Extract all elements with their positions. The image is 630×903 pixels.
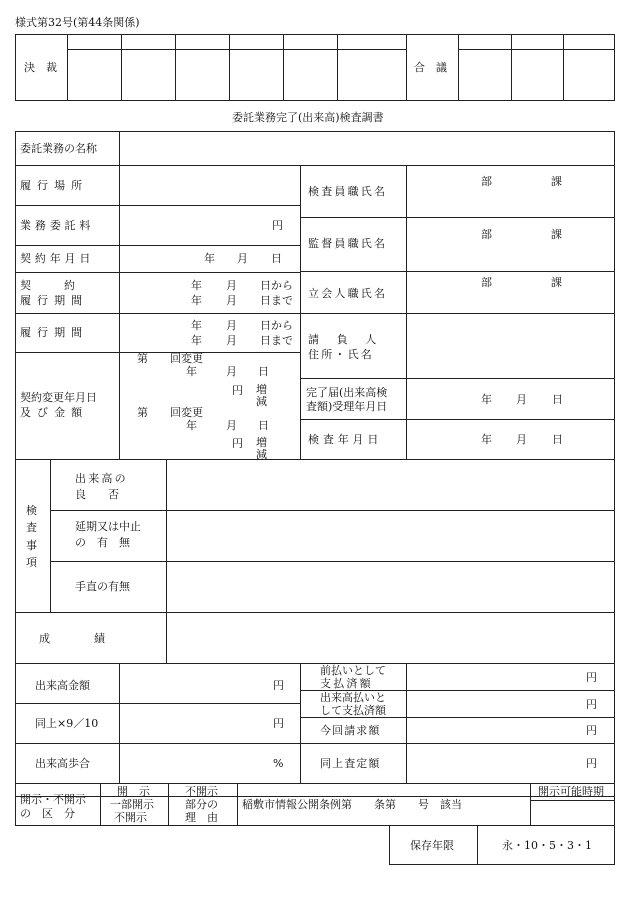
repair-label: 手直の有無 xyxy=(75,580,130,593)
col-line xyxy=(119,663,120,783)
approval-divider xyxy=(229,34,230,101)
change-round-2: 第 回変更 xyxy=(137,406,203,419)
month-unit: 月 xyxy=(226,365,237,378)
partial-disclose-option: 一部開示 xyxy=(110,798,154,811)
month-unit: 月 xyxy=(237,252,248,265)
disclosure-divider xyxy=(100,783,101,797)
yen-unit: 円 xyxy=(586,698,597,711)
disclosure-divider xyxy=(100,796,101,826)
day-unit: 日 xyxy=(271,252,282,265)
col-line xyxy=(406,165,407,459)
approval-divider xyxy=(563,34,564,101)
approval-divider xyxy=(175,34,176,101)
month-unit: 月 xyxy=(516,433,527,446)
col-line xyxy=(119,131,120,459)
row-line xyxy=(300,217,615,218)
completion-label-2: 査額)受理年月日 xyxy=(306,400,388,413)
row-line xyxy=(15,459,615,460)
output-quality-label-1: 出来高の xyxy=(75,472,128,485)
row-line xyxy=(15,743,615,744)
row-line xyxy=(300,717,615,718)
dept-unit: 部 xyxy=(481,175,492,188)
year-unit: 年 xyxy=(481,393,492,406)
result-label: 成 績 xyxy=(39,632,105,645)
retention-value: 永・10・5・3・1 xyxy=(502,839,592,852)
row-line xyxy=(15,272,300,273)
contract-period-label-2: 履行期間 xyxy=(20,294,89,307)
inspection-group-char: 事 xyxy=(26,539,37,552)
disclosure-divider xyxy=(237,783,238,797)
decrease-label: 減 xyxy=(256,395,267,408)
yen-unit: 円 xyxy=(232,437,243,450)
output-amount-label: 出来高金額 xyxy=(35,679,90,692)
month-unit: 月 xyxy=(226,419,237,432)
day-unit: 日 xyxy=(552,393,563,406)
non-disclose-option: 不開示 xyxy=(114,811,147,824)
change-label-2: 及び金額 xyxy=(20,406,89,419)
approval-divider xyxy=(511,34,512,101)
approval-divider xyxy=(121,34,122,101)
current-claim-label: 今回請求額 xyxy=(320,724,381,737)
row-line xyxy=(300,378,615,379)
contractor-label-1: 請 負 人 xyxy=(308,333,380,346)
row-line xyxy=(50,510,615,511)
col-line xyxy=(166,459,167,663)
col-line xyxy=(300,663,301,783)
approval-title-line xyxy=(67,49,406,50)
year-unit: 年 xyxy=(191,334,202,347)
document-title: 委託業務完了(出来高)検査調書 xyxy=(232,111,384,124)
retention-divider xyxy=(477,826,478,865)
year-unit: 年 xyxy=(191,279,202,292)
delay-label-2: の 有 無 xyxy=(75,536,130,549)
change-label-1: 契約変更年月日 xyxy=(20,391,97,404)
section-unit: 課 xyxy=(551,276,562,289)
yen-unit: 円 xyxy=(273,717,284,730)
row-line xyxy=(15,313,615,314)
main-table xyxy=(15,131,615,797)
row-line xyxy=(15,612,615,613)
reason-label-3: 理 由 xyxy=(185,811,218,824)
delay-label-1: 延期又は中止 xyxy=(75,520,141,533)
day-unit: 日 xyxy=(258,419,269,432)
row-line xyxy=(15,245,300,246)
disclose-option: 開 示 xyxy=(117,785,150,798)
completion-label-1: 完了届(出来高検 xyxy=(306,386,388,399)
col-line xyxy=(406,663,407,783)
period-line xyxy=(530,800,615,801)
prepaid-label-2: 支払済額 xyxy=(320,677,373,690)
decision-label: 決 裁 xyxy=(24,61,57,74)
reason-label-2: 部分の xyxy=(185,798,218,811)
yen-unit: 円 xyxy=(232,384,243,397)
contractor-label-2: 住所・氏名 xyxy=(308,348,374,361)
decrease-label: 減 xyxy=(256,448,267,461)
year-unit: 年 xyxy=(186,365,197,378)
prepaid-label-1: 前払いとして xyxy=(320,664,386,677)
category-label-2: の 区 分 xyxy=(20,807,75,820)
assessed-label: 同上査定額 xyxy=(320,757,381,770)
form-number: 様式第32号(第44条関係) xyxy=(15,16,140,29)
yen-unit: 円 xyxy=(586,724,597,737)
name-label: 委託業務の名称 xyxy=(20,142,97,155)
until-unit: 日まで xyxy=(260,294,293,307)
approval-divider xyxy=(406,34,407,101)
witness-label: 立会人職氏名 xyxy=(308,287,388,300)
partial-paid-label-2: して支払済額 xyxy=(320,704,386,717)
year-unit: 年 xyxy=(204,252,215,265)
approval-divider xyxy=(458,34,459,101)
approval-title-line xyxy=(458,49,615,50)
month-unit: 月 xyxy=(226,279,237,292)
contract-date-label: 契約年月日 xyxy=(20,252,95,265)
year-unit: 年 xyxy=(191,319,202,332)
row-line xyxy=(15,783,615,784)
from-unit: 日から xyxy=(260,319,293,332)
approval-box xyxy=(15,34,615,101)
change-round-1: 第 回変更 xyxy=(137,352,203,365)
day-unit: 日 xyxy=(552,433,563,446)
dept-unit: 部 xyxy=(481,276,492,289)
inspection-group-char: 査 xyxy=(26,521,37,534)
supervisor-label: 監督員職氏名 xyxy=(308,237,388,250)
year-unit: 年 xyxy=(191,294,202,307)
section-unit: 課 xyxy=(551,228,562,241)
year-unit: 年 xyxy=(186,419,197,432)
increase-label: 増 xyxy=(256,383,267,396)
percent-unit: % xyxy=(273,757,284,770)
col-line xyxy=(50,459,51,612)
ordinance-text: 稲敷市情報公開条例第 条第 号 該当 xyxy=(242,798,462,811)
row-line xyxy=(15,165,615,166)
month-unit: 月 xyxy=(516,393,527,406)
from-unit: 日から xyxy=(260,279,293,292)
inspection-group-char: 検 xyxy=(26,504,37,517)
yen-unit: 円 xyxy=(586,757,597,770)
day-unit: 日 xyxy=(258,365,269,378)
month-unit: 月 xyxy=(226,294,237,307)
yen-unit: 円 xyxy=(273,679,284,692)
row-line xyxy=(50,561,615,562)
row-line xyxy=(15,205,300,206)
place-label: 履行場所 xyxy=(20,179,89,192)
disclosure-divider xyxy=(530,783,531,797)
disclosure-divider xyxy=(237,796,238,826)
inspection-group-char: 項 xyxy=(26,556,37,569)
disclosure-divider xyxy=(168,783,169,797)
approval-divider xyxy=(337,34,338,101)
fee-label: 業務委託料 xyxy=(20,219,95,232)
reason-label-1: 不開示 xyxy=(185,785,218,798)
row-line xyxy=(300,419,615,420)
category-label-1: 開示・不開示 xyxy=(20,793,86,806)
yen-unit: 円 xyxy=(586,671,597,684)
fee-yen: 円 xyxy=(272,219,283,232)
approval-divider xyxy=(283,34,284,101)
output-quality-label-2: 良 否 xyxy=(75,488,119,501)
col-line xyxy=(300,165,301,459)
row-line xyxy=(15,663,615,664)
possible-period-label: 開示可能時期 xyxy=(538,785,604,798)
partial-paid-label-1: 出来高払いと xyxy=(320,691,386,704)
month-unit: 月 xyxy=(226,334,237,347)
inspector-label: 検査員職氏名 xyxy=(308,185,388,198)
output-rate-label: 出来高歩合 xyxy=(35,757,90,770)
consult-label: 合 議 xyxy=(414,61,447,74)
year-unit: 年 xyxy=(481,433,492,446)
retention-label: 保存年限 xyxy=(410,839,454,852)
ninety-percent-label: 同上×9／10 xyxy=(35,717,99,730)
row-line xyxy=(300,271,615,272)
row-line xyxy=(15,703,300,704)
approval-divider xyxy=(67,34,68,101)
month-unit: 月 xyxy=(226,319,237,332)
disclosure-divider xyxy=(168,796,169,826)
increase-label: 増 xyxy=(256,436,267,449)
section-unit: 課 xyxy=(551,175,562,188)
dept-unit: 部 xyxy=(481,228,492,241)
until-unit: 日まで xyxy=(260,334,293,347)
contract-period-label-1: 契 約 xyxy=(20,279,75,292)
inspection-date-label: 検査年月日 xyxy=(308,433,383,446)
performance-period-label: 履行期間 xyxy=(20,326,89,339)
